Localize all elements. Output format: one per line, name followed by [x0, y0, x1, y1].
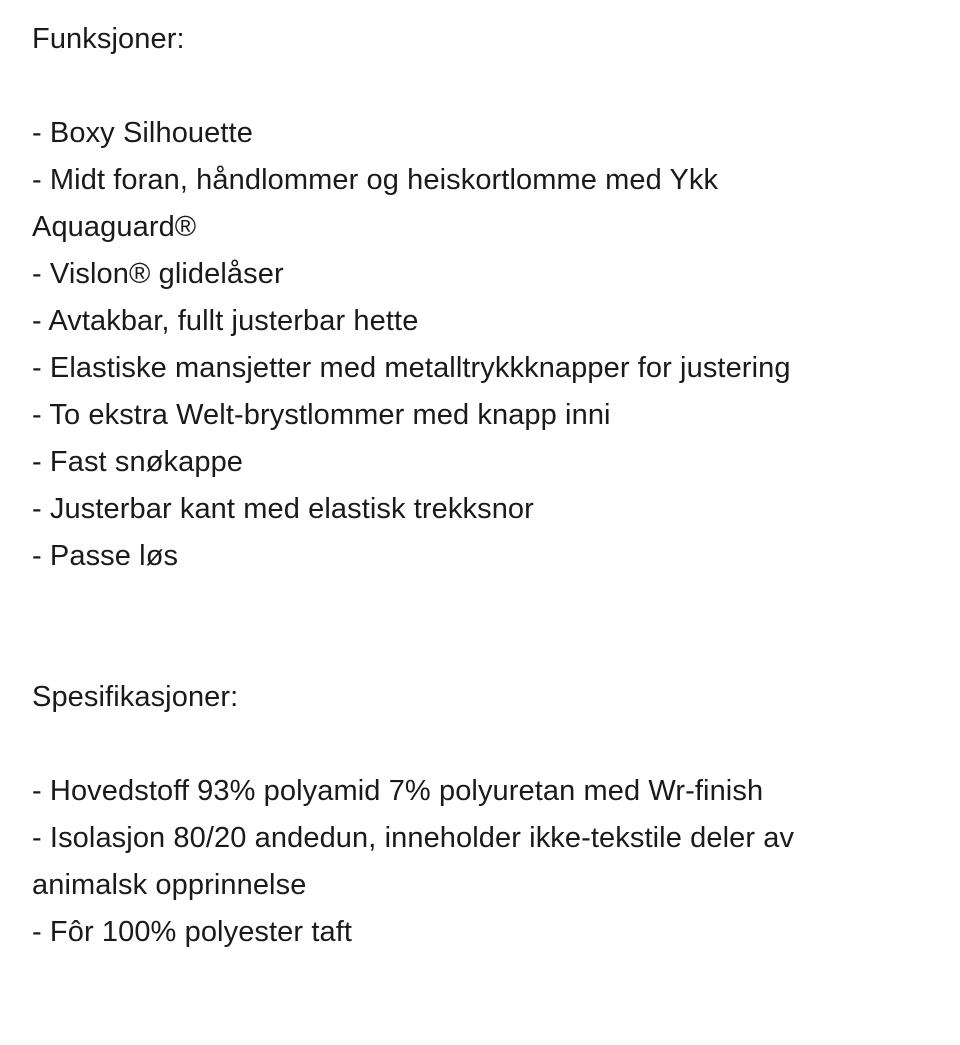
- feature-item: - Midt foran, håndlommer og heiskortlomme med Ykk: [32, 164, 719, 196]
- feature-item: - Elastiske mansjetter med metalltrykkknapper for justering: [32, 352, 791, 384]
- feature-item: - Avtakbar, fullt justerbar hette: [32, 305, 419, 337]
- spacer: [32, 63, 932, 110]
- feature-item: - Fast snøkappe: [32, 446, 244, 478]
- feature-item: - Justerbar kant med elastisk trekksnor: [32, 493, 534, 525]
- spec-item-continuation: animalsk opprinnelse: [32, 869, 307, 901]
- spec-item: - Isolasjon 80/20 andedun, inneholder ikke-tekstile deler av: [32, 822, 795, 854]
- spacer: [32, 580, 932, 627]
- feature-item: - To ekstra Welt-brystlommer med knapp inni: [32, 399, 611, 431]
- feature-item: - Vislon® glidelåser: [32, 258, 284, 290]
- feature-item: - Passe løs: [32, 540, 179, 572]
- feature-item: - Boxy Silhouette: [32, 117, 253, 149]
- features-heading: Funksjoner:: [32, 23, 185, 55]
- spacer: [32, 721, 932, 768]
- specs-heading: Spesifikasjoner:: [32, 681, 239, 713]
- feature-item-continuation: Aquaguard®: [32, 211, 197, 243]
- spacer: [32, 627, 932, 674]
- product-description: [32, 16, 932, 956]
- spec-item: - Fôr 100% polyester taft: [32, 916, 353, 948]
- spec-item: - Hovedstoff 93% polyamid 7% polyuretan med Wr-finish: [32, 775, 764, 807]
